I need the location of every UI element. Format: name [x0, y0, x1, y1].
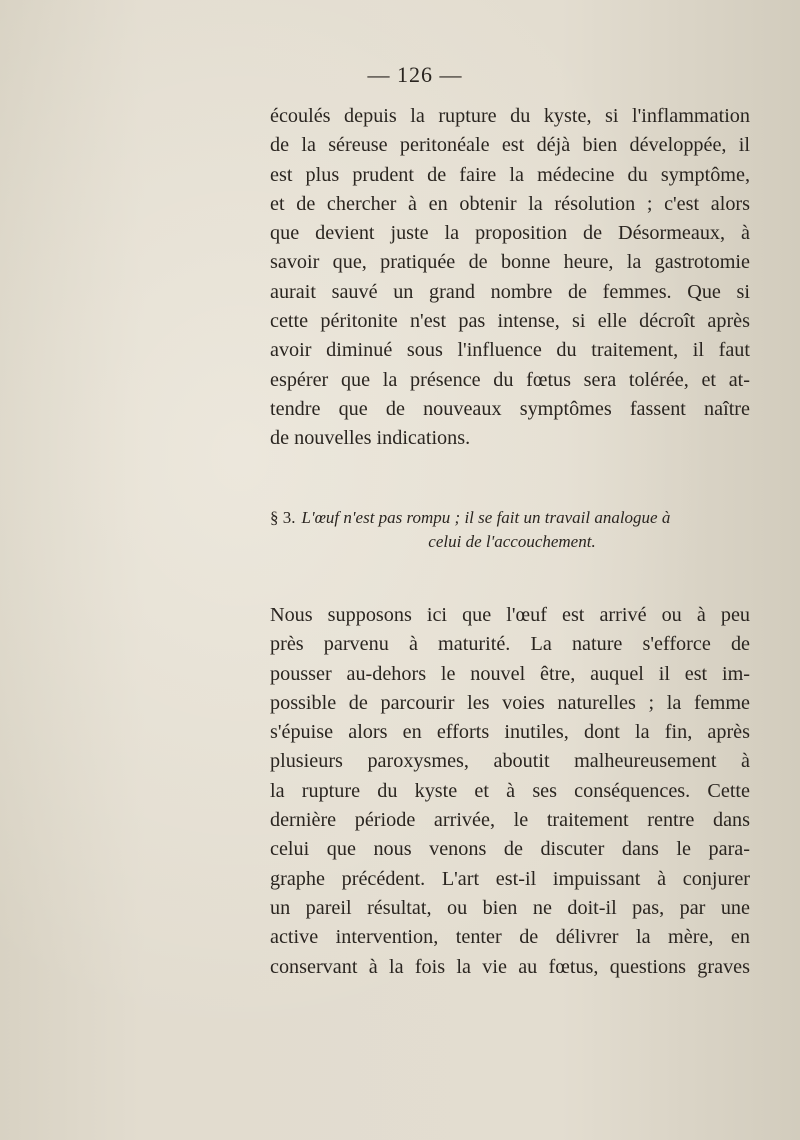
- section-number: § 3.: [270, 508, 296, 527]
- text-line: pousser au-dehors le nouvel être, auquel il est im-: [270, 662, 750, 685]
- text-line: de nouvelles indications.: [270, 427, 471, 450]
- text-line: possible de parcourir les voies naturelles ; la femme: [270, 691, 750, 714]
- text-line: avoir diminué sous l'influence du traitement, il faut: [270, 339, 750, 362]
- text-line: dernière période arrivée, le traitement rentre dans: [270, 809, 750, 832]
- text-line: s'épuise alors en efforts inutiles, dont la fin, après: [270, 721, 750, 744]
- text-line: est plus prudent de faire la médecine du symptôme,: [270, 163, 750, 186]
- section-heading-line-1: [270, 506, 754, 530]
- text-line: Nous supposons ici que l'œuf est arrivé ou à peu: [270, 604, 750, 626]
- text-line: graphe précédent. L'art est-il impuissant à conjurer: [270, 867, 750, 890]
- text-line: active intervention, tenter de délivrer la mère, en: [270, 926, 750, 949]
- text-line: conservant à la fois la vie au fœtus, questions graves: [270, 955, 750, 978]
- page-number: — 126 —: [367, 62, 463, 87]
- text-line: et de chercher à en obtenir la résolution ; c'est alors: [270, 192, 750, 215]
- text-line: savoir que, pratiquée de bonne heure, la gastrotomie: [270, 251, 750, 274]
- text-line: celui que nous venons de discuter dans le para-: [270, 838, 750, 861]
- text-line: écoulés depuis la rupture du kyste, si l'inflammation: [270, 105, 750, 127]
- text-line: aurait sauvé un grand nombre de femmes. Que si: [270, 280, 750, 303]
- text-line: de la séreuse peritonéale est déjà bien développée, il: [270, 134, 750, 157]
- text-line: espérer que la présence du fœtus sera tolérée, et at-: [270, 368, 750, 391]
- section-heading: [270, 506, 754, 554]
- text-line: que devient juste la proposition de Désormeaux, à: [270, 222, 750, 245]
- paragraph-2: [270, 601, 750, 982]
- section-title-part-1: L'œuf n'est pas rompu ; il se fait un travail analogue à: [301, 508, 671, 527]
- text-line: près parvenu à maturité. La nature s'efforce de: [270, 633, 750, 656]
- text-line: un pareil résultat, ou bien ne doit-il pas, par une: [270, 896, 750, 919]
- text-line: cette péritonite n'est pas intense, si elle décroît après: [270, 310, 750, 333]
- text-line: la rupture du kyste et à ses conséquences. Cette: [270, 779, 750, 802]
- text-line: tendre que de nouveaux symptômes fassent naître: [270, 397, 750, 420]
- section-title-part-2: celui de l'accouchement.: [428, 532, 596, 551]
- text-line: plusieurs paroxysmes, aboutit malheureusement à: [270, 750, 750, 773]
- paragraph-1: [270, 102, 750, 454]
